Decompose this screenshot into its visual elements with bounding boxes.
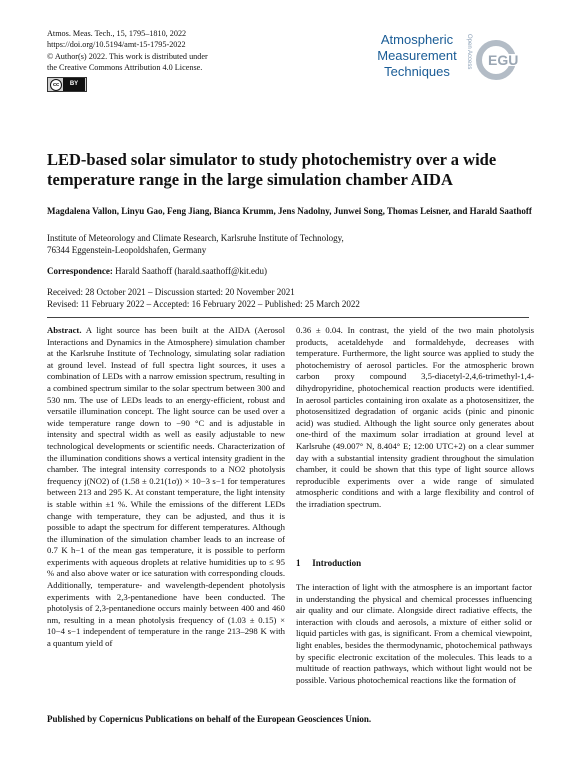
section-heading-introduction bbox=[296, 558, 361, 568]
revised-date: Revised: 11 February 2022 – Accepted: 16 February 2022 – Published: 25 March 2022 bbox=[47, 299, 360, 309]
correspondence-label: Correspondence: bbox=[47, 266, 113, 276]
journal-name-line1: Atmospheric bbox=[380, 32, 454, 47]
copyright: © Author(s) 2022. This work is distributed under bbox=[47, 51, 208, 61]
publisher-footer: Published by Copernicus Publications on behalf of the European Geosciences Union. bbox=[47, 714, 372, 724]
affiliation bbox=[47, 232, 537, 256]
journal-name bbox=[372, 32, 462, 80]
license: the Creative Commons Attribution 4.0 License. bbox=[47, 63, 203, 73]
correspondence-contact[interactable]: Harald Saathoff (harald.saathoff@kit.edu) bbox=[115, 266, 267, 276]
abstract-heading: Abstract. bbox=[47, 325, 82, 335]
header-divider bbox=[47, 317, 529, 318]
cc-icon: cc bbox=[50, 79, 62, 91]
paper-title: LED-based solar simulator to study photochemistry over a wide temperature range in the large simulation chamber AIDA bbox=[47, 150, 497, 189]
citation: Atmos. Meas. Tech., 15, 1795–1810, 2022 bbox=[47, 29, 187, 38]
abstract-column-right bbox=[296, 325, 534, 511]
introduction-text: The interaction of light with the atmosphere is an important factor in understanding the physical and chemical processes influencing air quality and our climate. Alongside direct radiative effects, the interaction with clouds and aerosols, a mixture of either solid or liquid particles with gas, is significant. From a chemical viewpoint, light enables, besides the thermodynamic, photochemical pathways by specific electronic excitation of the molecules. This leads to a multitude of reaction pathways, which without light would not be possible. Various photochemical reactions like the formation of bbox=[296, 582, 532, 685]
cc-by-license-icon[interactable] bbox=[47, 77, 87, 92]
abstract-text-left: A light source has been built at the AIDA (Aerosol Interactions and Dynamics in the Atmosphere) simulation chamber at the Karlsruhe Institute of Technology, simulating solar radiation at ground level. Instead of full spectra light sources, it uses a combination of LEDs with a narrow emission spectrum, resulting in a combined spectrum similar to the solar spectrum between 300 and 530 nm. The use of LEDs leads to an energy-efficient, robust and versatile illumination concept. The light source can be used over a wide temperature range down to −90 °C and is adjustable in intensity and spectral width as well as easily adjustable to new technological developments or scientific needs. Characterization of the illumination conditions shows a vertical intensity gradient in the chamber. The integral intensity corresponds to a NO2 photolysis frequency j(NO2) of (1.58 ± 0.21(1σ)) × 10−3 s−1 for temperatures between 213 and 295 K. At constant temperature, the light intensity is stable within ±1 %. While the emissions of the different LEDs change with temperature, they can be adjusted, and thus it is possible to adapt the spectrum for different temperatures. Although the illumination of the simulation chamber leads to an increase of 0.7 K h−1 of the mean gas temperature, it is possible to perform experiments with aqueous droplets at relative humidities up to ≤ 95 % and also above water or ice saturation with corresponding clouds. Additionally, temperature- and wavelength-dependent photolysis experiments with 2,3-pentanedione have been conducted. The photolysis of 2,3-pentanedione occurs mainly between 400 and 460 nm, resulting in a mean photolysis frequency of (1.03 ± 0.15) × 10−4 s−1 independent of temperature in the range 213–298 K with a quantum yield of bbox=[47, 325, 285, 649]
egu-logo bbox=[476, 40, 528, 80]
by-icon: BY bbox=[63, 78, 85, 91]
journal-name-line2: Measurement bbox=[377, 48, 457, 63]
author-list: Magdalena Vallon, Linyu Gao, Feng Jiang, Bianca Krumm, Jens Nadolny, Junwei Song, Thomas Leisner, and Harald Saathoff bbox=[47, 206, 532, 216]
section-number: 1 bbox=[296, 558, 301, 568]
journal-name-line3: Techniques bbox=[384, 64, 450, 79]
publication-dates bbox=[47, 286, 537, 310]
egu-logo-text: EGU bbox=[488, 52, 519, 68]
open-access-label bbox=[463, 34, 473, 80]
journal-header bbox=[47, 28, 208, 95]
doi-link[interactable]: https://doi.org/10.5194/amt-15-1795-2022 bbox=[47, 40, 186, 50]
received-date: Received: 28 October 2021 – Discussion started: 20 November 2021 bbox=[47, 287, 295, 297]
abstract-text-right: 0.36 ± 0.04. In contrast, the yield of the two main photolysis products, acetaldehyde and formaldehyde, decreases with temperature. Furthermore, the light source was applied to study the photochemistry of aerosol particles. For the atmospheric brown carbon proxy compound 3,5-diacetyl-2,4,6-trimethyl-1,4-dihydropyridine, photochemical reaction products were identified. In aerosol particles containing iron oxalate as a photosensitizer, the photosensitized degradation of organic acids (pinic and pinonic acid) was studied. Although the light source only generates about one-third of the maximum solar irradiation at ground level at Karlsruhe (49.007° N, 8.404° E; 12:00 UTC+2) on a clear summer day with a substantial intensity gradient throughout the simulation chamber, it could be shown that this type of light source allows reproducible experiments over a wide range of simulated atmospheric conditions and with a large flexibility and control of the irradiation spectrum. bbox=[296, 325, 534, 509]
affiliation-line1: Institute of Meteorology and Climate Research, Karlsruhe Institute of Technology, bbox=[47, 233, 344, 243]
abstract-column-left bbox=[47, 325, 285, 650]
correspondence bbox=[47, 266, 537, 276]
open-access-text: Open Access bbox=[466, 34, 472, 70]
section-title: Introduction bbox=[312, 558, 362, 568]
affiliation-line2: 76344 Eggenstein-Leopoldshafen, Germany bbox=[47, 245, 207, 255]
egu-logo-icon bbox=[476, 40, 528, 80]
